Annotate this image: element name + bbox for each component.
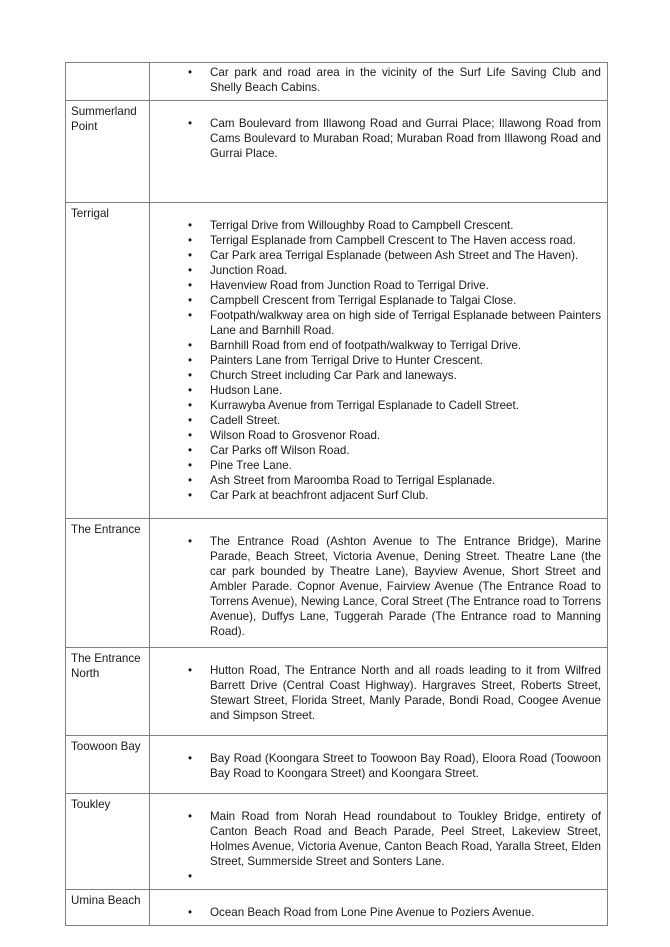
description-cell [150, 736, 608, 794]
location-cell: The Entrance [66, 519, 150, 648]
list-item: • Terrigal Drive from Willoughby Road to Campbell Crescent. [150, 218, 601, 233]
description-cell [150, 203, 608, 519]
description-cell [150, 63, 608, 101]
list-item: • Barnhill Road from end of footpath/walkway to Terrigal Drive. [150, 338, 601, 353]
list-item: • Hutton Road, The Entrance North and all roads leading to it from Wilfred Barrett Drive (Central Coast Highway). Hargraves Street, Roberts Street, Stewart Street, Florida Street, Manly Parade, Bondi Road, Coogee Avenue and Simpson Street. [150, 663, 601, 723]
locations-table [65, 62, 608, 926]
table-body [66, 63, 608, 926]
bullet-list [150, 534, 601, 639]
table-row [66, 648, 608, 736]
bullet-list [150, 809, 601, 884]
list-item: • The Entrance Road (Ashton Avenue to The Entrance Bridge), Marine Parade, Beach Street, Victoria Avenue, Dening Street. Theatre Lane (the car park bounded by Theatre Lane), Bayview Avenue, Short Street and Ambler Parade. Copnor Avenue, Fairview Avenue (The Entrance Road to Torrens Avenue), Newing Lance, Coral Street (The Entrance road to Torrens Avenue), Duffys Lane, Tuggerah Parade (The Entrance road to Manning Road). [150, 534, 601, 639]
list-item: • Car Park area Terrigal Esplanade (between Ash Street and The Haven). [150, 248, 601, 263]
location-cell: Umina Beach [66, 890, 150, 926]
list-item: • Church Street including Car Park and laneways. [150, 368, 601, 383]
list-item [150, 869, 601, 884]
list-item: • Terrigal Esplanade from Campbell Crescent to The Haven access road. [150, 233, 601, 248]
table-row [66, 736, 608, 794]
table-row [66, 63, 608, 101]
description-cell [150, 890, 608, 926]
list-item: • Main Road from Norah Head roundabout to Toukley Bridge, entirety of Canton Beach Road and Beach Parade, Peel Street, Lakeview Street, Holmes Avenue, Victoria Avenue, Canton Beach Road, Yaralla Street, Elden Street, Summerside Street and Sonters Lane. [150, 809, 601, 869]
bullet-list [150, 663, 601, 723]
location-cell: Terrigal [66, 203, 150, 519]
description-cell [150, 794, 608, 890]
bullet-list [150, 116, 601, 161]
list-item: • Painters Lane from Terrigal Drive to Hunter Crescent. [150, 353, 601, 368]
location-cell: Summerland Point [66, 101, 150, 203]
description-cell [150, 101, 608, 203]
location-cell: Toowoon Bay [66, 736, 150, 794]
list-item: • Havenview Road from Junction Road to Terrigal Drive. [150, 278, 601, 293]
bullet-list [150, 65, 601, 95]
bullet-list [150, 905, 601, 920]
list-item: • Footpath/walkway area on high side of Terrigal Esplanade between Painters Lane and Barnhill Road. [150, 308, 601, 338]
list-item: • Ash Street from Maroomba Road to Terrigal Esplanade. [150, 473, 601, 488]
bullet-list [150, 218, 601, 503]
location-cell: Toukley [66, 794, 150, 890]
list-item: • Junction Road. [150, 263, 601, 278]
list-item: • Wilson Road to Grosvenor Road. [150, 428, 601, 443]
list-item: • Hudson Lane. [150, 383, 601, 398]
list-item: • Pine Tree Lane. [150, 458, 601, 473]
description-cell [150, 648, 608, 736]
description-cell [150, 519, 608, 648]
location-cell [66, 63, 150, 101]
list-item: • Campbell Crescent from Terrigal Esplanade to Talgai Close. [150, 293, 601, 308]
location-cell: The Entrance North [66, 648, 150, 736]
list-item: • Cadell Street. [150, 413, 601, 428]
bullet-list [150, 751, 601, 781]
table-row [66, 519, 608, 648]
list-item: • Car Park at beachfront adjacent Surf Club. [150, 488, 601, 503]
table-row [66, 101, 608, 203]
list-item: • Kurrawyba Avenue from Terrigal Esplanade to Cadell Street. [150, 398, 601, 413]
table-row [66, 890, 608, 926]
table-row [66, 794, 608, 890]
list-item: • Ocean Beach Road from Lone Pine Avenue to Poziers Avenue. [150, 905, 601, 920]
list-item: • Bay Road (Koongara Street to Toowoon Bay Road), Eloora Road (Toowoon Bay Road to Koongara Street) and Koongara Street. [150, 751, 601, 781]
table-row [66, 203, 608, 519]
list-item: • Car Parks off Wilson Road. [150, 443, 601, 458]
list-item: • Cam Boulevard from Illawong Road and Gurrai Place; Illawong Road from Cams Boulevard to Muraban Road; Muraban Road from Illawong Road and Gurrai Place. [150, 116, 601, 161]
list-item: • Car park and road area in the vicinity of the Surf Life Saving Club and Shelly Beach Cabins. [150, 65, 601, 95]
